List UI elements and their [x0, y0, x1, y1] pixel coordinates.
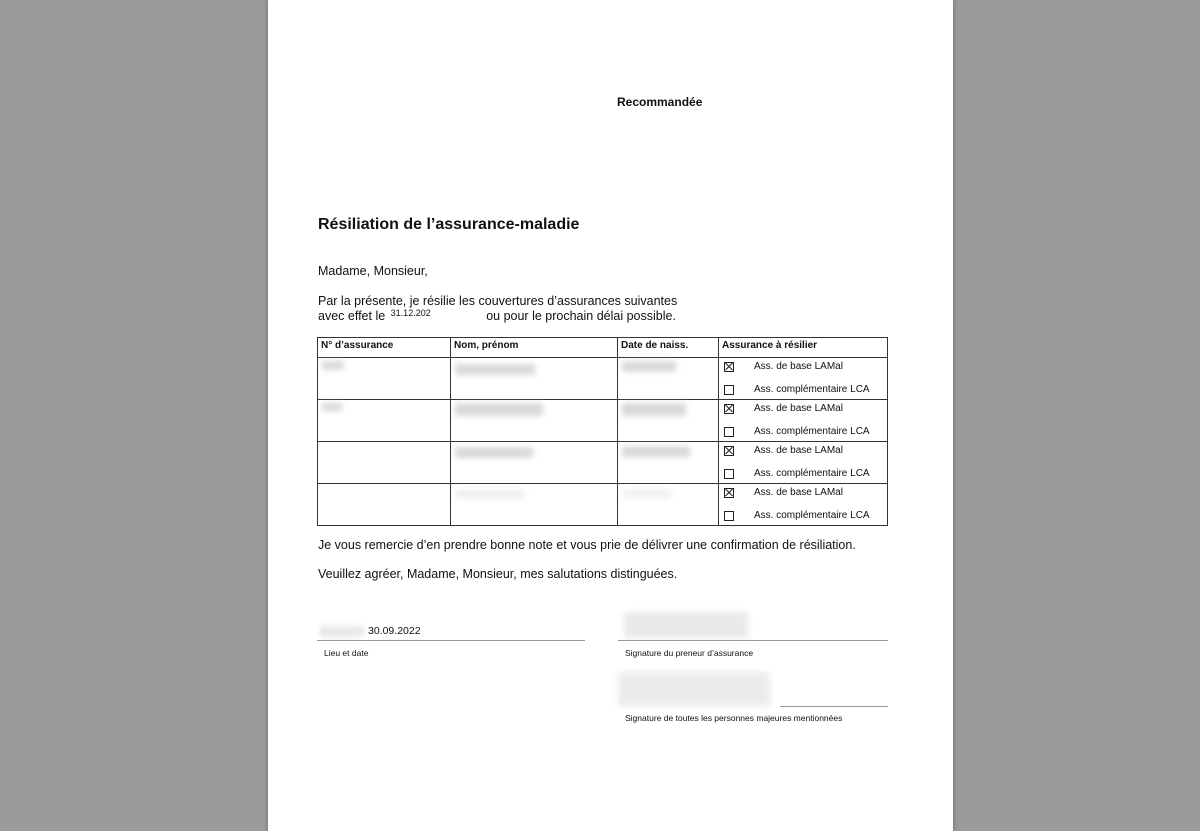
- signature-blurred: [624, 612, 748, 638]
- date-line: [317, 640, 585, 641]
- signature-blurred: [618, 672, 770, 706]
- intro-line-1: Par la présente, je résilie les couvertures d’assurances suivantes: [318, 294, 678, 308]
- birthdate-cell: [618, 442, 719, 484]
- name-cell: [451, 442, 618, 484]
- coverage-cell: [719, 484, 888, 526]
- coverage-cell: [719, 358, 888, 400]
- coverage-option: Ass. complémentaire LCA: [724, 510, 870, 521]
- insurance-number-cell: [318, 358, 451, 400]
- checkbox-unchecked[interactable]: [724, 427, 734, 437]
- table-row: [318, 358, 888, 400]
- checkbox-checked[interactable]: [724, 362, 734, 372]
- document-title: Résiliation de l’assurance-maladie: [318, 216, 580, 233]
- checkbox-checked[interactable]: [724, 446, 734, 456]
- recommandee-label: Recommandée: [617, 95, 703, 109]
- checkbox-unchecked[interactable]: [724, 469, 734, 479]
- document-page: [268, 0, 953, 831]
- coverage-cell: [719, 442, 888, 484]
- birthdate-cell: [618, 484, 719, 526]
- header-insurance-number: N° d’assurance: [318, 338, 451, 358]
- coverage-cell: [719, 400, 888, 442]
- signature-date: 30.09.2022: [368, 625, 421, 637]
- effect-date: 31.12.202: [390, 308, 431, 318]
- birthdate-cell: [618, 358, 719, 400]
- intro-suffix: ou pour le prochain délai possible.: [486, 309, 676, 323]
- signature-line: [780, 706, 888, 707]
- label-signature-preneur: Signature du preneur d’assurance: [625, 648, 754, 658]
- coverage-option: Ass. de base LAMal: [724, 361, 843, 372]
- coverage-option: Ass. complémentaire LCA: [724, 384, 870, 395]
- signature-line: [618, 640, 888, 641]
- table-row: [318, 484, 888, 526]
- salutation: Madame, Monsieur,: [318, 264, 428, 278]
- closing-paragraph-1: Je vous remercie d’en prendre bonne note et vous prie de délivrer une confirmation de résiliation.: [318, 538, 856, 552]
- insurance-number-cell: [318, 400, 451, 442]
- insurance-table: [317, 337, 888, 526]
- name-cell: [451, 358, 618, 400]
- coverage-option: Ass. de base LAMal: [724, 445, 843, 456]
- intro-line-2: [318, 308, 676, 323]
- checkbox-unchecked[interactable]: [724, 511, 734, 521]
- checkbox-unchecked[interactable]: [724, 385, 734, 395]
- name-cell: [451, 400, 618, 442]
- table-row: [318, 442, 888, 484]
- birthdate-cell: [618, 400, 719, 442]
- table-header-row: [318, 338, 888, 358]
- coverage-option: Ass. complémentaire LCA: [724, 426, 870, 437]
- closing-paragraph-2: Veuillez agréer, Madame, Monsieur, mes salutations distinguées.: [318, 567, 678, 581]
- table-row: [318, 400, 888, 442]
- name-cell: [451, 484, 618, 526]
- label-lieu-date: Lieu et date: [324, 648, 369, 658]
- intro-prefix: avec effet le: [318, 309, 386, 323]
- coverage-option: Ass. complémentaire LCA: [724, 468, 870, 479]
- header-coverage: Assurance à résilier: [719, 338, 888, 358]
- header-birthdate: Date de naiss.: [618, 338, 719, 358]
- insurance-number-cell: [318, 484, 451, 526]
- insurance-number-cell: [318, 442, 451, 484]
- coverage-option: Ass. de base LAMal: [724, 487, 843, 498]
- header-name: Nom, prénom: [451, 338, 618, 358]
- checkbox-checked[interactable]: [724, 488, 734, 498]
- coverage-option: Ass. de base LAMal: [724, 403, 843, 414]
- label-signature-majeures: Signature de toutes les personnes majeures mentionnées: [625, 713, 843, 723]
- checkbox-checked[interactable]: [724, 404, 734, 414]
